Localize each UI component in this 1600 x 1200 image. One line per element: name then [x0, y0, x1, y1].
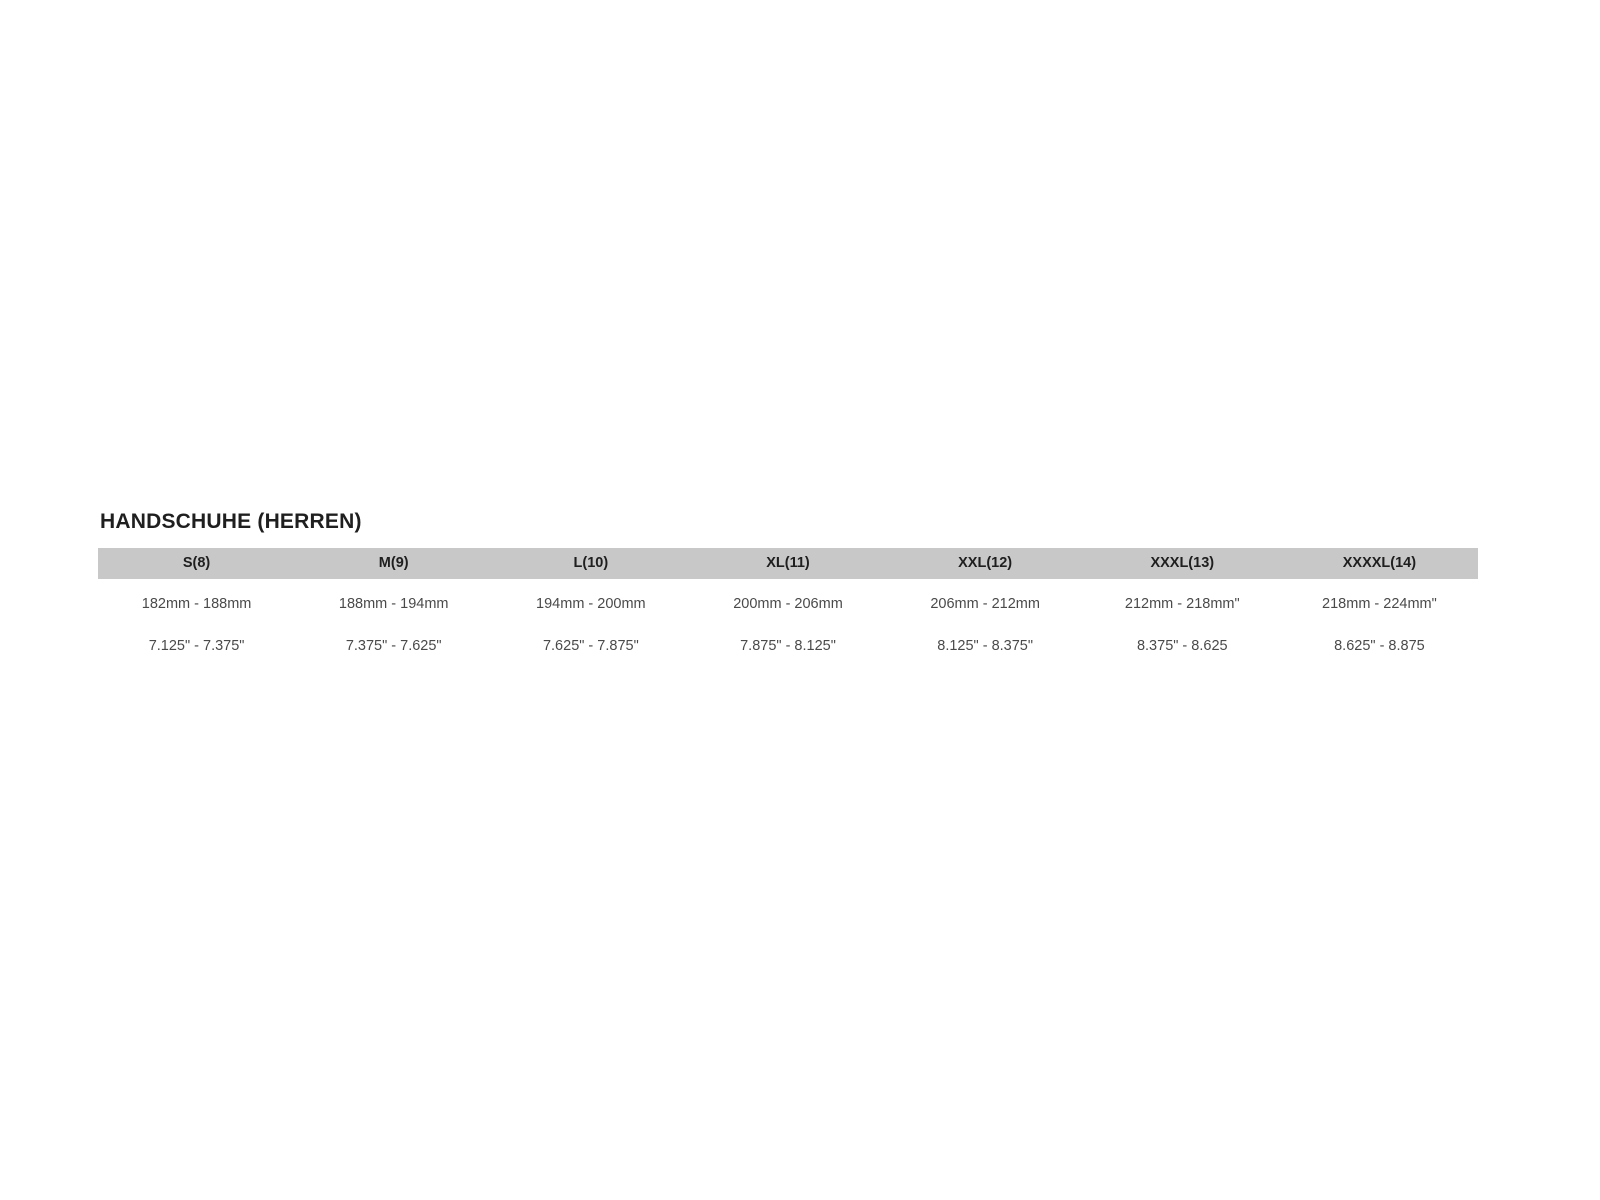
cell-mm-s: 182mm - 188mm [98, 579, 295, 625]
cell-mm-l: 194mm - 200mm [492, 579, 689, 625]
page-title: HANDSCHUHE (HERREN) [100, 510, 362, 533]
table-row [98, 625, 1478, 670]
cell-mm-xxxl: 212mm - 218mm" [1084, 579, 1281, 625]
size-table [98, 548, 1478, 670]
size-chart-block [98, 510, 1478, 670]
cell-in-xl: 7.875" - 8.125" [689, 625, 886, 670]
cell-mm-xxl: 206mm - 212mm [887, 579, 1084, 625]
table-row [98, 579, 1478, 625]
cell-in-l: 7.625" - 7.875" [492, 625, 689, 670]
cell-in-s: 7.125" - 7.375" [98, 625, 295, 670]
cell-mm-m: 188mm - 194mm [295, 579, 492, 625]
cell-in-xxxxl: 8.625" - 8.875 [1281, 625, 1478, 670]
cell-mm-xl: 200mm - 206mm [689, 579, 886, 625]
column-header-xxxxl: XXXXL(14) [1281, 548, 1478, 579]
cell-in-m: 7.375" - 7.625" [295, 625, 492, 670]
cell-in-xxxl: 8.375" - 8.625 [1084, 625, 1281, 670]
column-header-xxl: XXL(12) [887, 548, 1084, 579]
column-header-xxxl: XXXL(13) [1084, 548, 1281, 579]
column-header-m: M(9) [295, 548, 492, 579]
cell-in-xxl: 8.125" - 8.375" [887, 625, 1084, 670]
cell-mm-xxxxl: 218mm - 224mm" [1281, 579, 1478, 625]
table-header-row [98, 548, 1478, 579]
column-header-xl: XL(11) [689, 548, 886, 579]
column-header-s: S(8) [98, 548, 295, 579]
column-header-l: L(10) [492, 548, 689, 579]
